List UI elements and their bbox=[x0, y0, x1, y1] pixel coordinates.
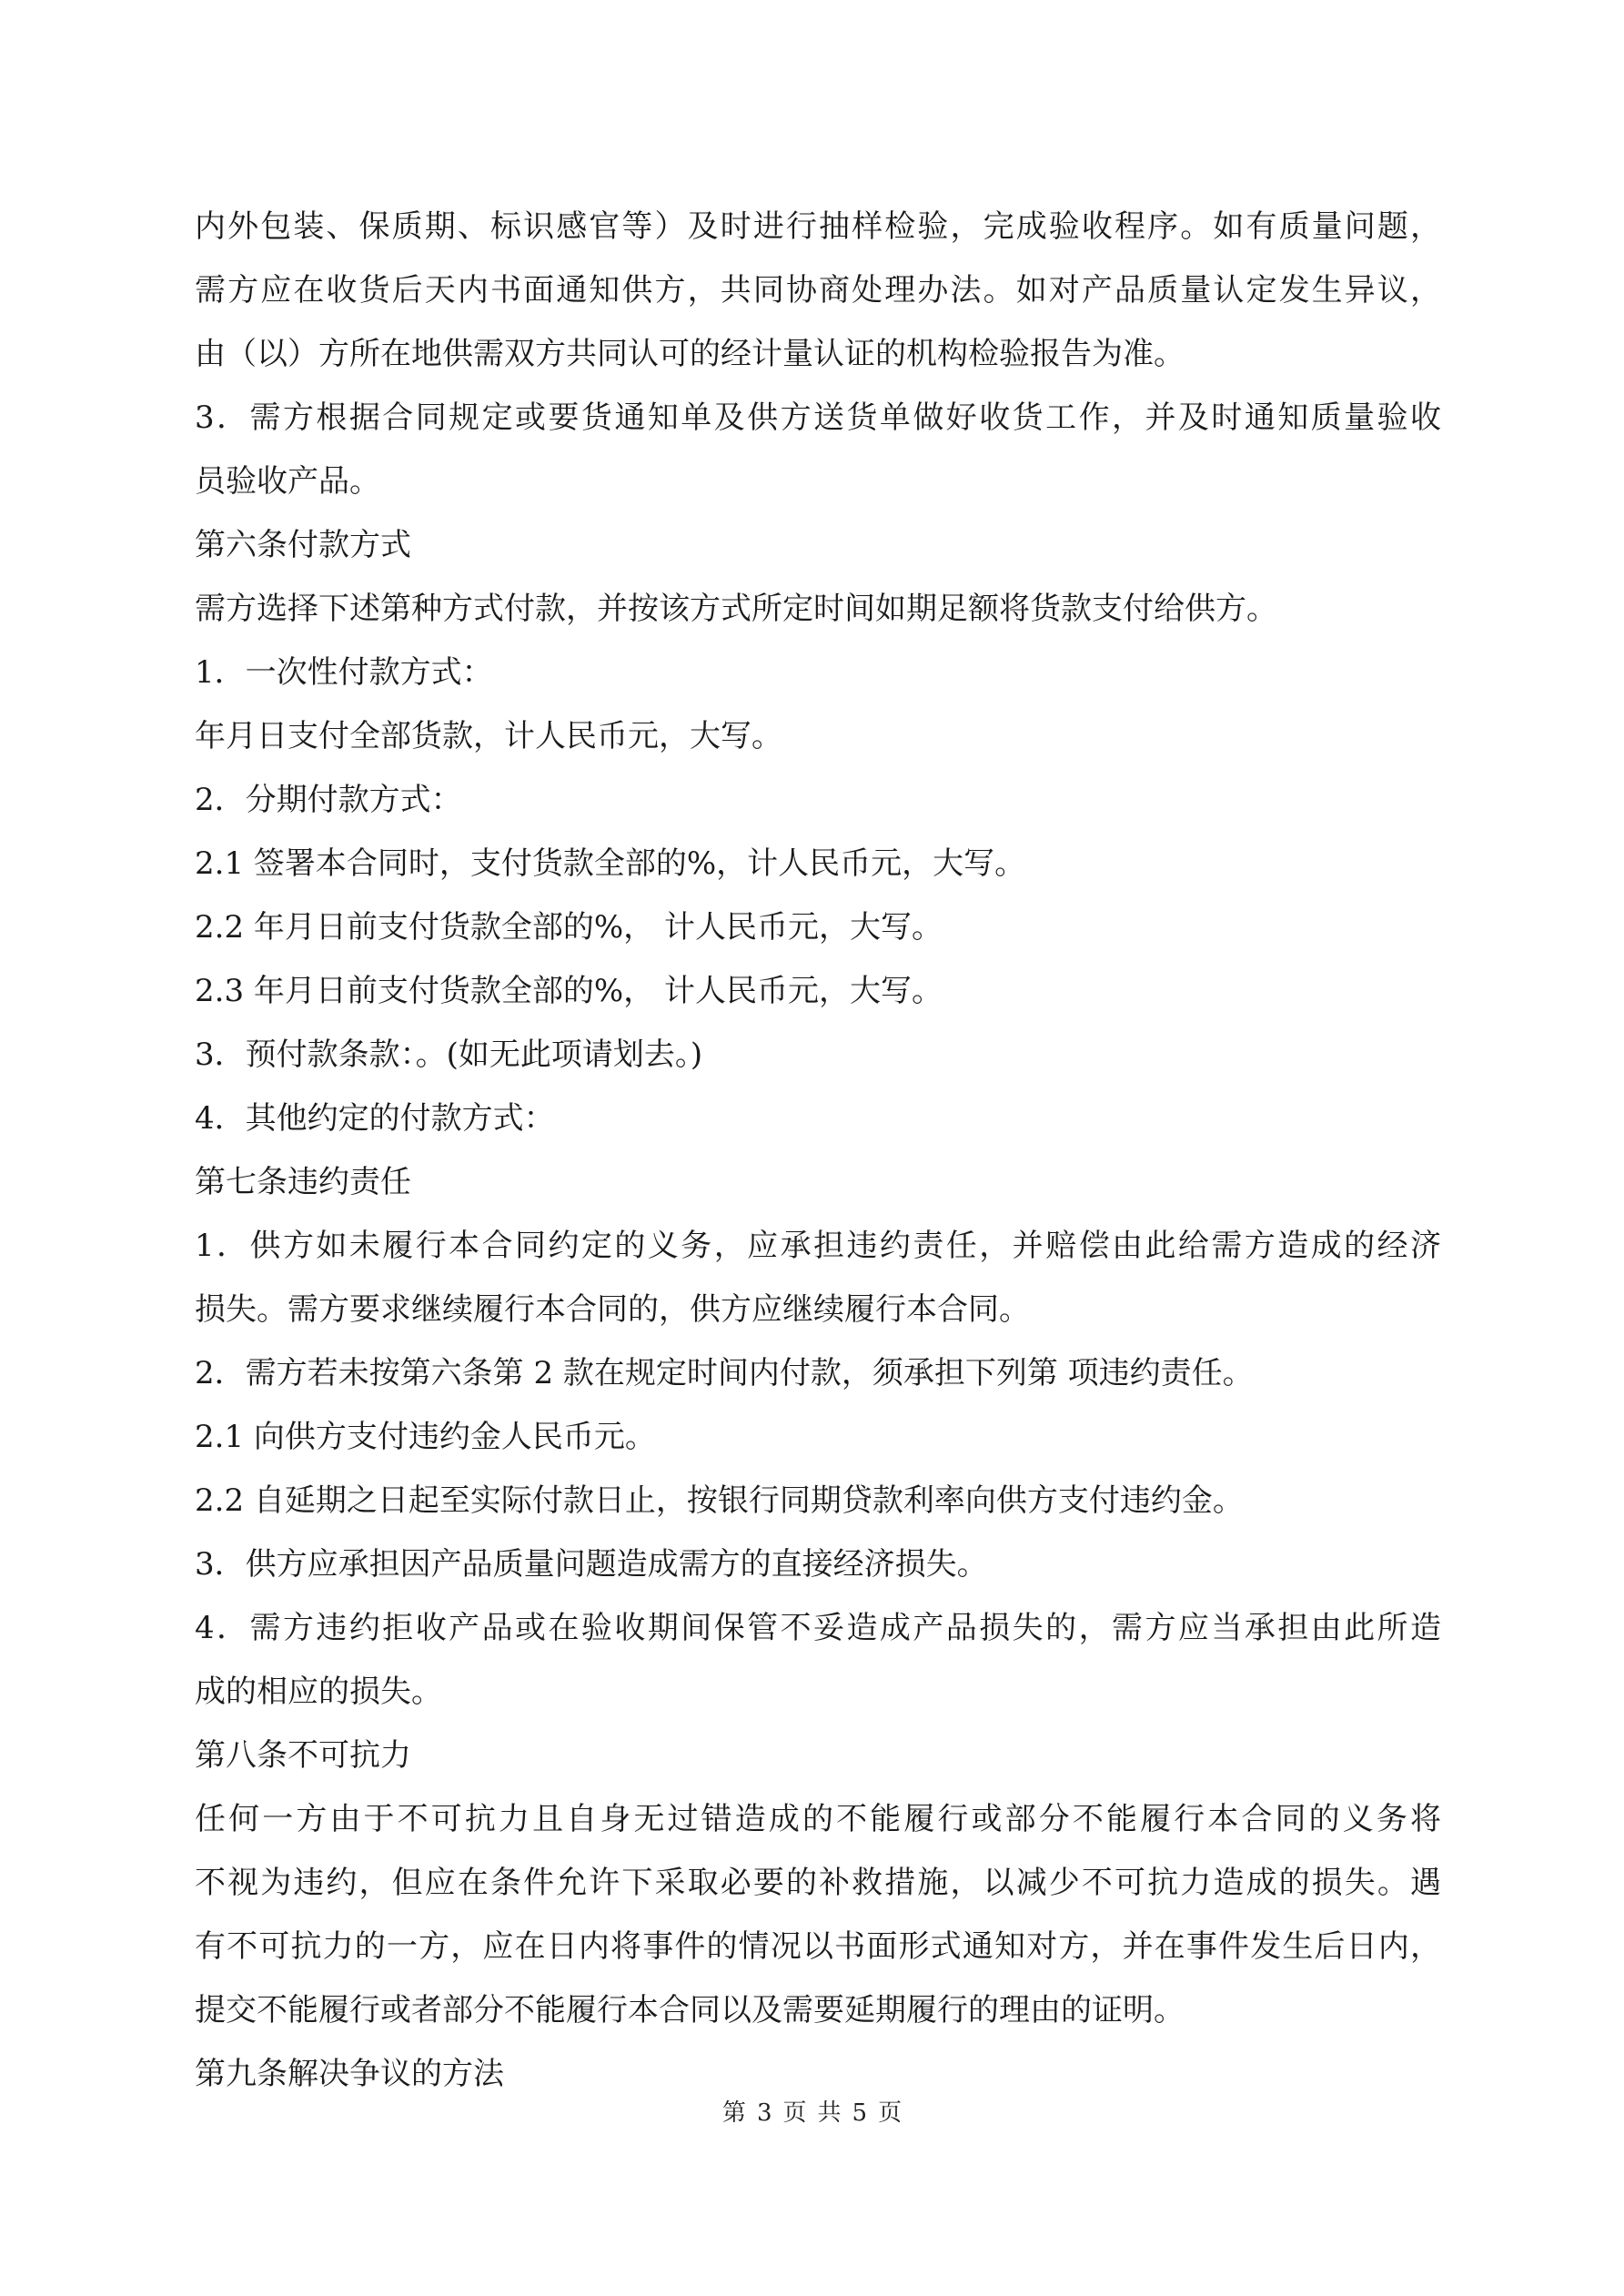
text-line-5: 员验收产品。 bbox=[195, 463, 380, 500]
text-line-18: 损失。需方要求继续履行本合同的，供方应继续履行本合同。 bbox=[195, 1291, 1030, 1328]
text-line-8: 1．一次性付款方式： bbox=[195, 654, 493, 691]
text-line-20: 2.1 向供方支付违约金人民币元。 bbox=[195, 1419, 656, 1455]
text-line-15: 4．其他约定的付款方式： bbox=[195, 1100, 555, 1137]
text-line-28: 有不可抗力的一方，应在日内将事件的情况以书面形式通知对方，并在事件发生后日内， bbox=[195, 1928, 1441, 1965]
text-line-4: 3．需方根据合同规定或要货通知单及供方送货单做好收货工作，并及时通知质量验收 bbox=[195, 400, 1441, 436]
section-heading-6: 第六条付款方式 bbox=[195, 527, 411, 563]
text-line-23: 4．需方违约拒收产品或在验收期间保管不妥造成产品损失的，需方应当承担由此所造 bbox=[195, 1610, 1441, 1646]
text-line-14: 3．预付款条款：。(如无此项请划去。) bbox=[195, 1037, 703, 1073]
footer-prefix: 第 bbox=[721, 2099, 746, 2127]
text-line-27: 不视为违约，但应在条件允许下采取必要的补救措施，以减少不可抗力造成的损失。遇 bbox=[195, 1865, 1441, 1901]
text-line-11: 2.1 签署本合同时，支付货款全部的%，计人民币元，大写。 bbox=[195, 845, 1026, 882]
footer-total-pages: 5 bbox=[852, 2099, 868, 2127]
text-line-26: 任何一方由于不可抗力且自身无过错造成的不能履行或部分不能履行本合同的义务将 bbox=[195, 1801, 1441, 1837]
text-line-2: 需方应在收货后天内书面通知供方，共同协商处理办法。如对产品质量认定发生异议， bbox=[195, 272, 1441, 308]
text-line-24: 成的相应的损失。 bbox=[195, 1674, 442, 1710]
text-line-21: 2.2 自延期之日起至实际付款日止，按银行同期贷款利率向供方支付违约金。 bbox=[195, 1482, 1244, 1519]
text-line-3: 由（以）方所在地供需双方共同认可的经计量认证的机构检验报告为准。 bbox=[195, 336, 1185, 372]
footer-page-word: 页 bbox=[782, 2099, 807, 2127]
document-body bbox=[195, 195, 1441, 2106]
footer-page-word-2: 页 bbox=[878, 2099, 903, 2127]
text-line-17: 1．供方如未履行本合同约定的义务，应承担违约责任，并赔偿由此给需方造成的经济 bbox=[195, 1228, 1441, 1264]
section-heading-7: 第七条违约责任 bbox=[195, 1164, 411, 1200]
section-heading-9: 第九条解决争议的方法 bbox=[195, 2056, 504, 2092]
footer-total-prefix: 共 bbox=[817, 2099, 842, 2127]
text-line-19: 2．需方若未按第六条第 2 款在规定时间内付款，须承担下列第 项违约责任。 bbox=[195, 1355, 1254, 1391]
text-line-9: 年月日支付全部货款，计人民币元，大写。 bbox=[195, 718, 782, 754]
page-footer bbox=[0, 2095, 1624, 2131]
text-line-22: 3．供方应承担因产品质量问题造成需方的直接经济损失。 bbox=[195, 1546, 988, 1583]
text-line-1: 内外包装、保质期、标识感官等）及时进行抽样检验，完成验收程序。如有质量问题， bbox=[195, 208, 1441, 245]
text-line-29: 提交不能履行或者部分不能履行本合同以及需要延期履行的理由的证明。 bbox=[195, 1992, 1185, 2028]
text-line-10: 2．分期付款方式： bbox=[195, 782, 462, 818]
text-line-13: 2.3 年月日前支付货款全部的%， 计人民币元，大写。 bbox=[195, 973, 943, 1009]
text-line-12: 2.2 年月日前支付货款全部的%， 计人民币元，大写。 bbox=[195, 909, 943, 946]
text-line-7: 需方选择下述第种方式付款，并按该方式所定时间如期足额将货款支付给供方。 bbox=[195, 591, 1277, 627]
footer-current-page: 3 bbox=[756, 2099, 772, 2127]
section-heading-8: 第八条不可抗力 bbox=[195, 1737, 411, 1774]
